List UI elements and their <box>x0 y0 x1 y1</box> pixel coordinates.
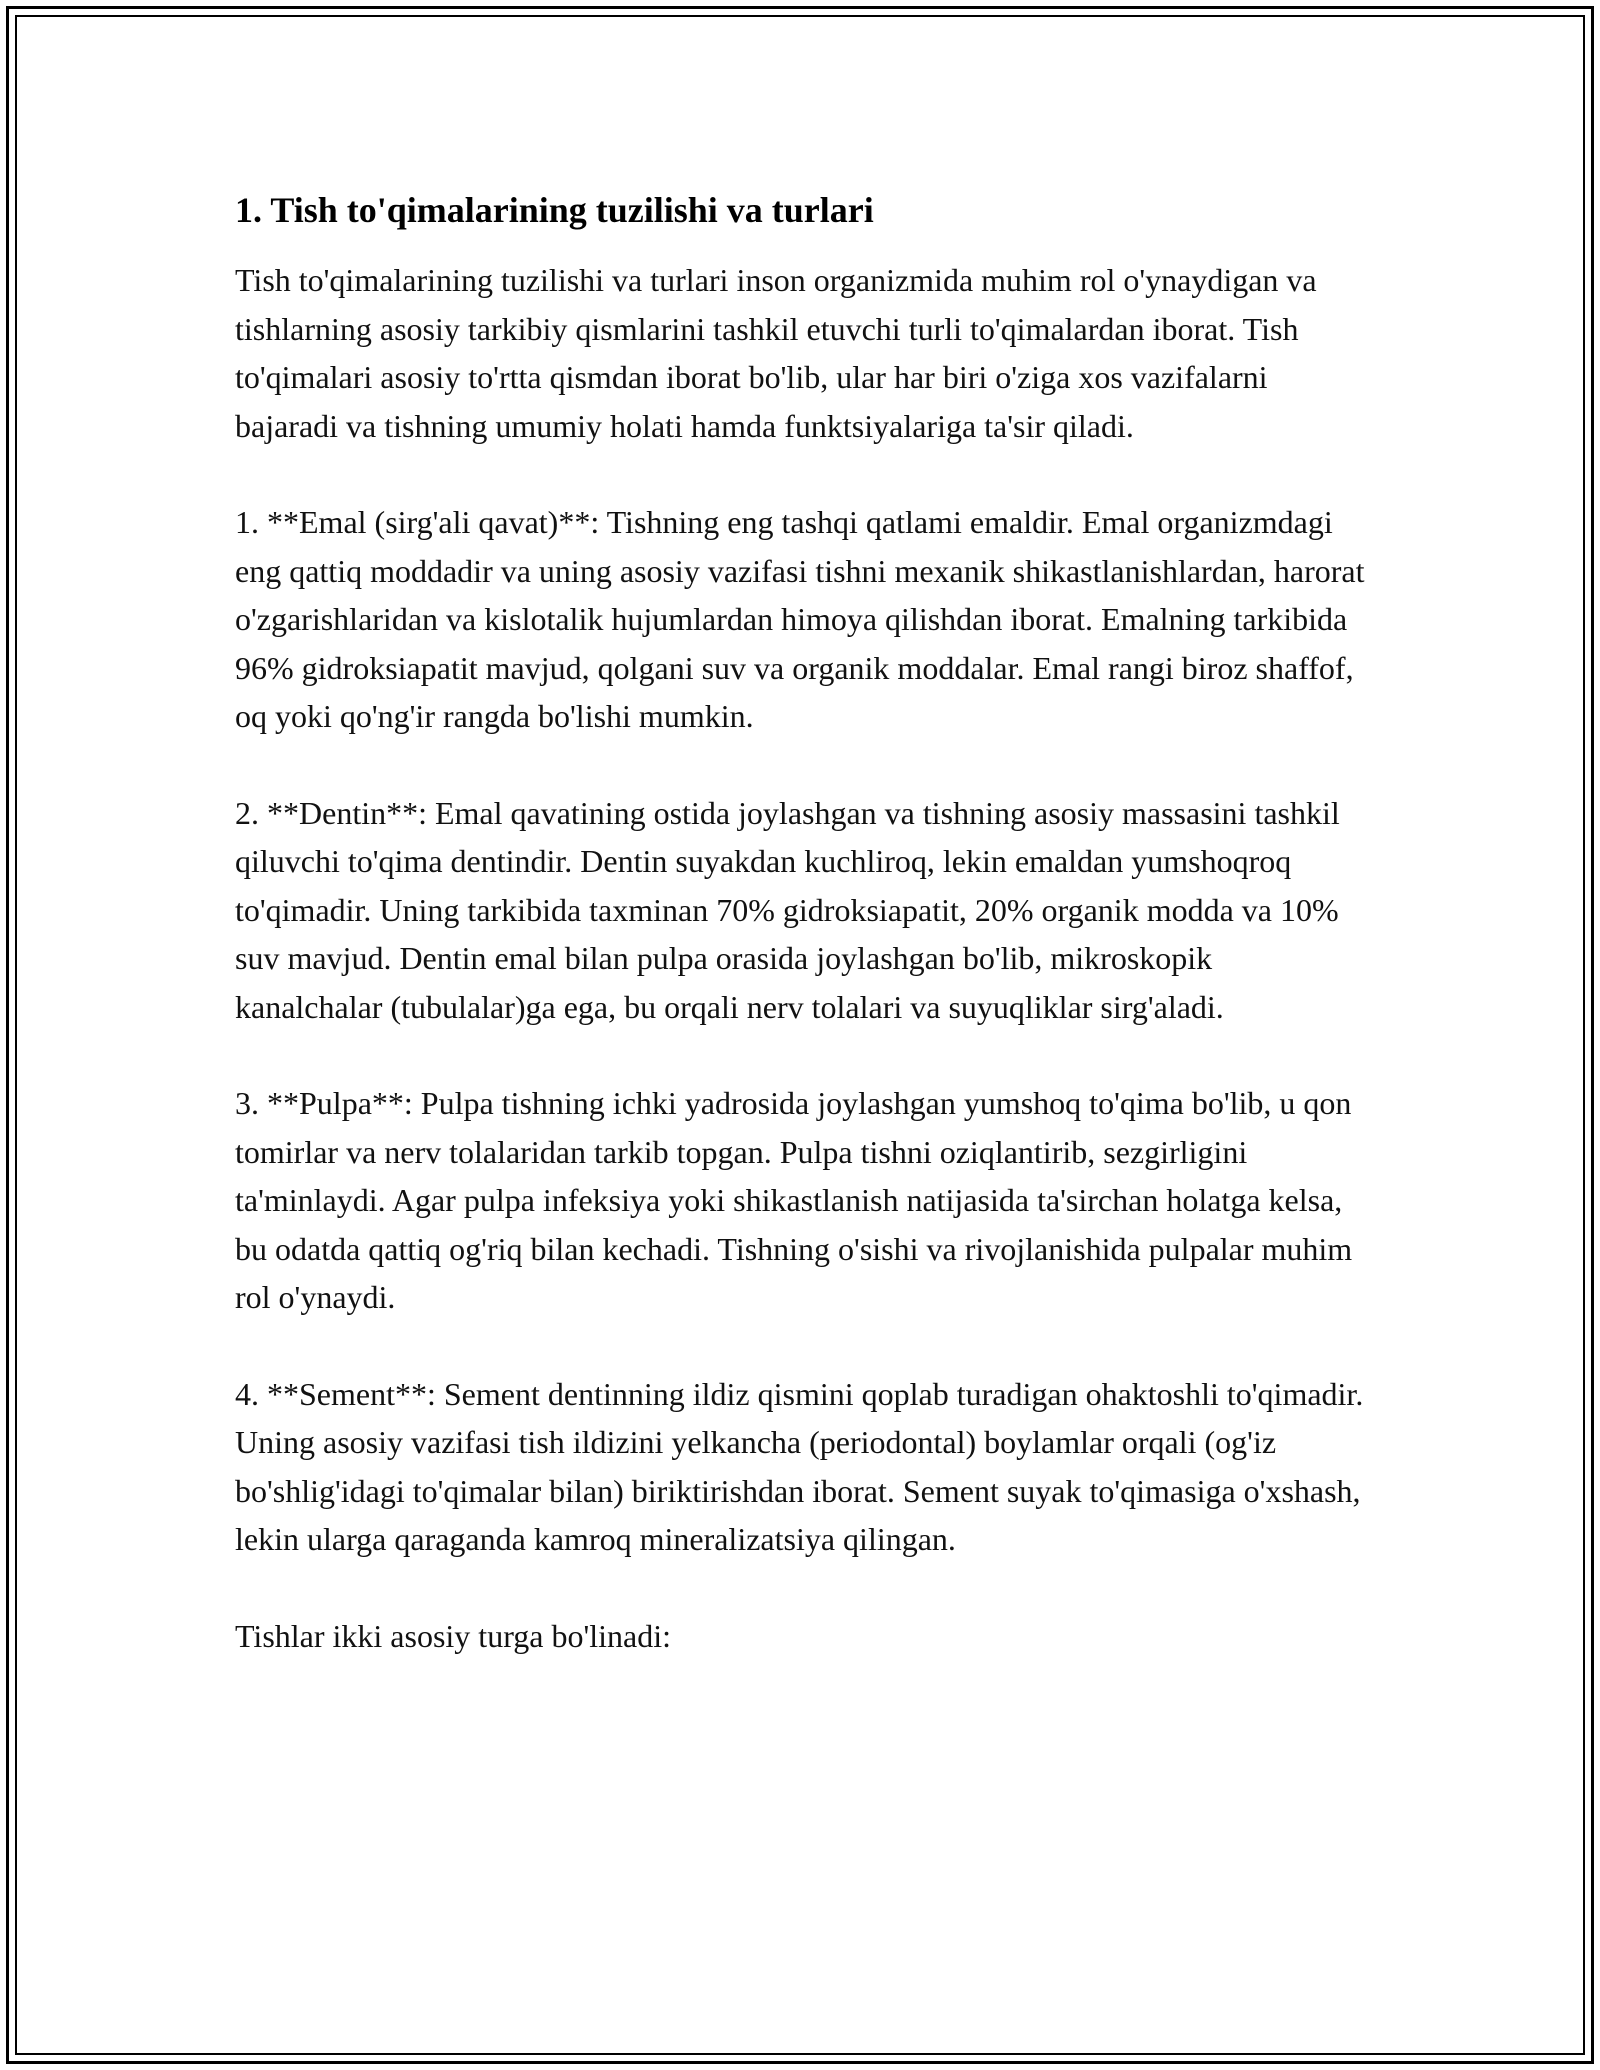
paragraph-tooth-types: Tishlar ikki asosiy turga bo'linadi: <box>235 1617 671 1654</box>
paragraph-sement: 4. **Sement**: Sement dentinning ildiz qismini qoplab turadigan ohaktoshli to'qimadir. Uning asosiy vazifasi tish ildizini yelkancha (periodontal) boylamlar orqali (og'iz bo'shlig'idagi to'qimalar bilan) biriktirishdan iborat. Sement suyak to'qimasiga o'xshash, lekin ularga qaraganda kamroq mineralizatsiya qilingan. <box>235 1375 1364 1557</box>
paragraph-emal: 1. **Emal (sirg'ali qavat)**: Tishning eng tashqi qatlami emaldir. Emal organizmdagi eng qattiq moddadir va uning asosiy vazifasi tishni mexanik shikastlanishlardan, harorat o'zgarishlaridan va kislotalik hujumlardan himoya qilishdan iborat. Emalning tarkibida 96% gidroksiapatit mavjud, qolgani suv va organik moddalar. Emal rangi biroz shaffof, oq yoki qo'ng'ir rangda bo'lishi mumkin. <box>235 504 1365 734</box>
section-heading: 1. Tish to'qimalarining tuzilishi va turlari <box>235 190 874 230</box>
document-body <box>235 188 1365 1708</box>
paragraph-pulpa: 3. **Pulpa**: Pulpa tishning ichki yadrosida joylashgan yumshoq to'qima bo'lib, u qon tomirlar va nerv tolalaridan tarkib topgan. Pulpa tishni oziqlantirib, sezgirligini ta'minlaydi. Agar pulpa infeksiya yoki shikastlanish natijasida ta'sirchan holatga kelsa, bu odatda qattiq og'riq bilan kechadi. Tishning o'sishi va rivojlanishida pulpalar muhim rol o'ynaydi. <box>235 1085 1353 1315</box>
paragraph-intro: Tish to'qimalarining tuzilishi va turlari inson organizmida muhim rol o'ynaydigan va tishlarning asosiy tarkibiy qismlarini tashkil etuvchi turli to'qimalardan iborat. Tish to'qimalari asosiy to'rtta qismdan iborat bo'lib, ular har biri o'ziga xos vazifalarni bajaradi va tishning umumiy holati hamda funktsiyalariga ta'sir qiladi. <box>235 262 1317 444</box>
paragraph-dentin: 2. **Dentin**: Emal qavatining ostida joylashgan va tishning asosiy massasini tashkil qiluvchi to'qima dentindir. Dentin suyakdan kuchliroq, lekin emaldan yumshoqroq to'qimadir. Uning tarkibida taxminan 70% gidroksiapatit, 20% organik modda va 10% suv mavjud. Dentin emal bilan pulpa orasida joylashgan bo'lib, mikroskopik kanalchalar (tubulalar)ga ega, bu orqali nerv tolalari va suyuqliklar sirg'aladi. <box>235 794 1340 1025</box>
